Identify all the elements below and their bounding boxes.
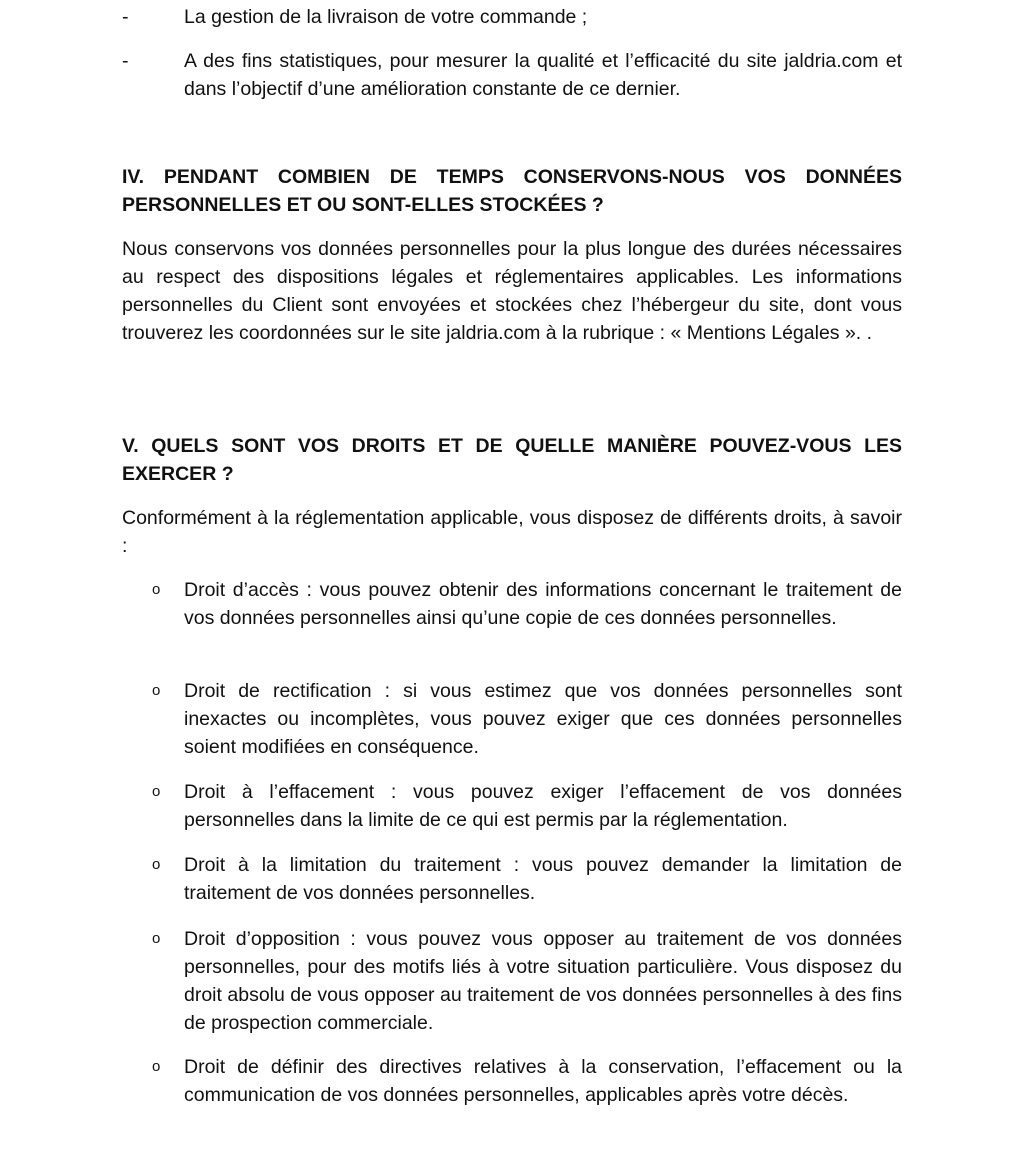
right-item-text: Droit d’accès : vous pouvez obtenir des informations concernant le traitement de vos données personnelles ainsi qu’une copie de ces données personnelles. <box>184 579 902 629</box>
list-item-text: A des fins statistiques, pour mesurer la qualité et l’efficacité du site jaldria.com et dans l’objectif d’une amélioration constante de ce dernier. <box>184 50 902 100</box>
list-item-text: La gestion de la livraison de votre commande ; <box>184 6 588 28</box>
right-item-text: Droit à la limitation du traitement : vous pouvez demander la limitation de traitement de vos données personnelles. <box>184 854 902 904</box>
bullet-marker: o <box>152 930 161 947</box>
bullet-marker: o <box>152 1058 161 1075</box>
right-item-text: Droit de rectification : si vous estimez que vos données personnelles sont inexactes ou incomplètes, vous pouvez exiger que ces données personnelles soient modifiées en conséquence. <box>184 680 902 758</box>
bullet-marker: o <box>152 783 161 800</box>
section-5-intro: Conformément à la réglementation applicable, vous disposez de différents droits, à savoir : <box>122 507 902 557</box>
right-item-text: Droit de définir des directives relatives à la conservation, l’effacement ou la communication de vos données personnelles, applicables après votre décès. <box>184 1056 902 1106</box>
dash-marker: - <box>122 50 129 72</box>
right-item-text: Droit d’opposition : vous pouvez vous opposer au traitement de vos données personnelles, pour des motifs liés à votre situation particulière. Vous disposez du droit absolu de vous opposer au traitement de vos données personnelles à des fins de prospection commerciale. <box>184 928 902 1034</box>
right-item-text: Droit à l’effacement : vous pouvez exiger l’effacement de vos données personnelles dans la limite de ce qui est permis par la réglementation. <box>184 781 902 831</box>
bullet-marker: o <box>152 682 161 699</box>
bullet-marker: o <box>152 856 161 873</box>
dash-marker: - <box>122 6 129 28</box>
list-item <box>122 47 902 103</box>
section-5-heading: V. QUELS SONT VOS DROITS ET DE QUELLE MANIÈRE POUVEZ-VOUS LES EXERCER ? <box>122 435 902 485</box>
list-item <box>122 3 902 31</box>
section-4-body: Nous conservons vos données personnelles pour la plus longue des durées nécessaires au respect des dispositions légales et réglementaires applicables. Les informations personnelles du Client sont envoyées et stockées chez l’hébergeur du site, dont vous trouverez les coordonnées sur le site jaldria.com à la rubrique : « Mentions Légales ». . <box>122 238 902 344</box>
bullet-marker: o <box>152 581 161 598</box>
section-4-heading: IV. PENDANT COMBIEN DE TEMPS CONSERVONS-NOUS VOS DONNÉES PERSONNELLES ET OU SONT-ELLES STOCKÉES ? <box>122 166 902 216</box>
